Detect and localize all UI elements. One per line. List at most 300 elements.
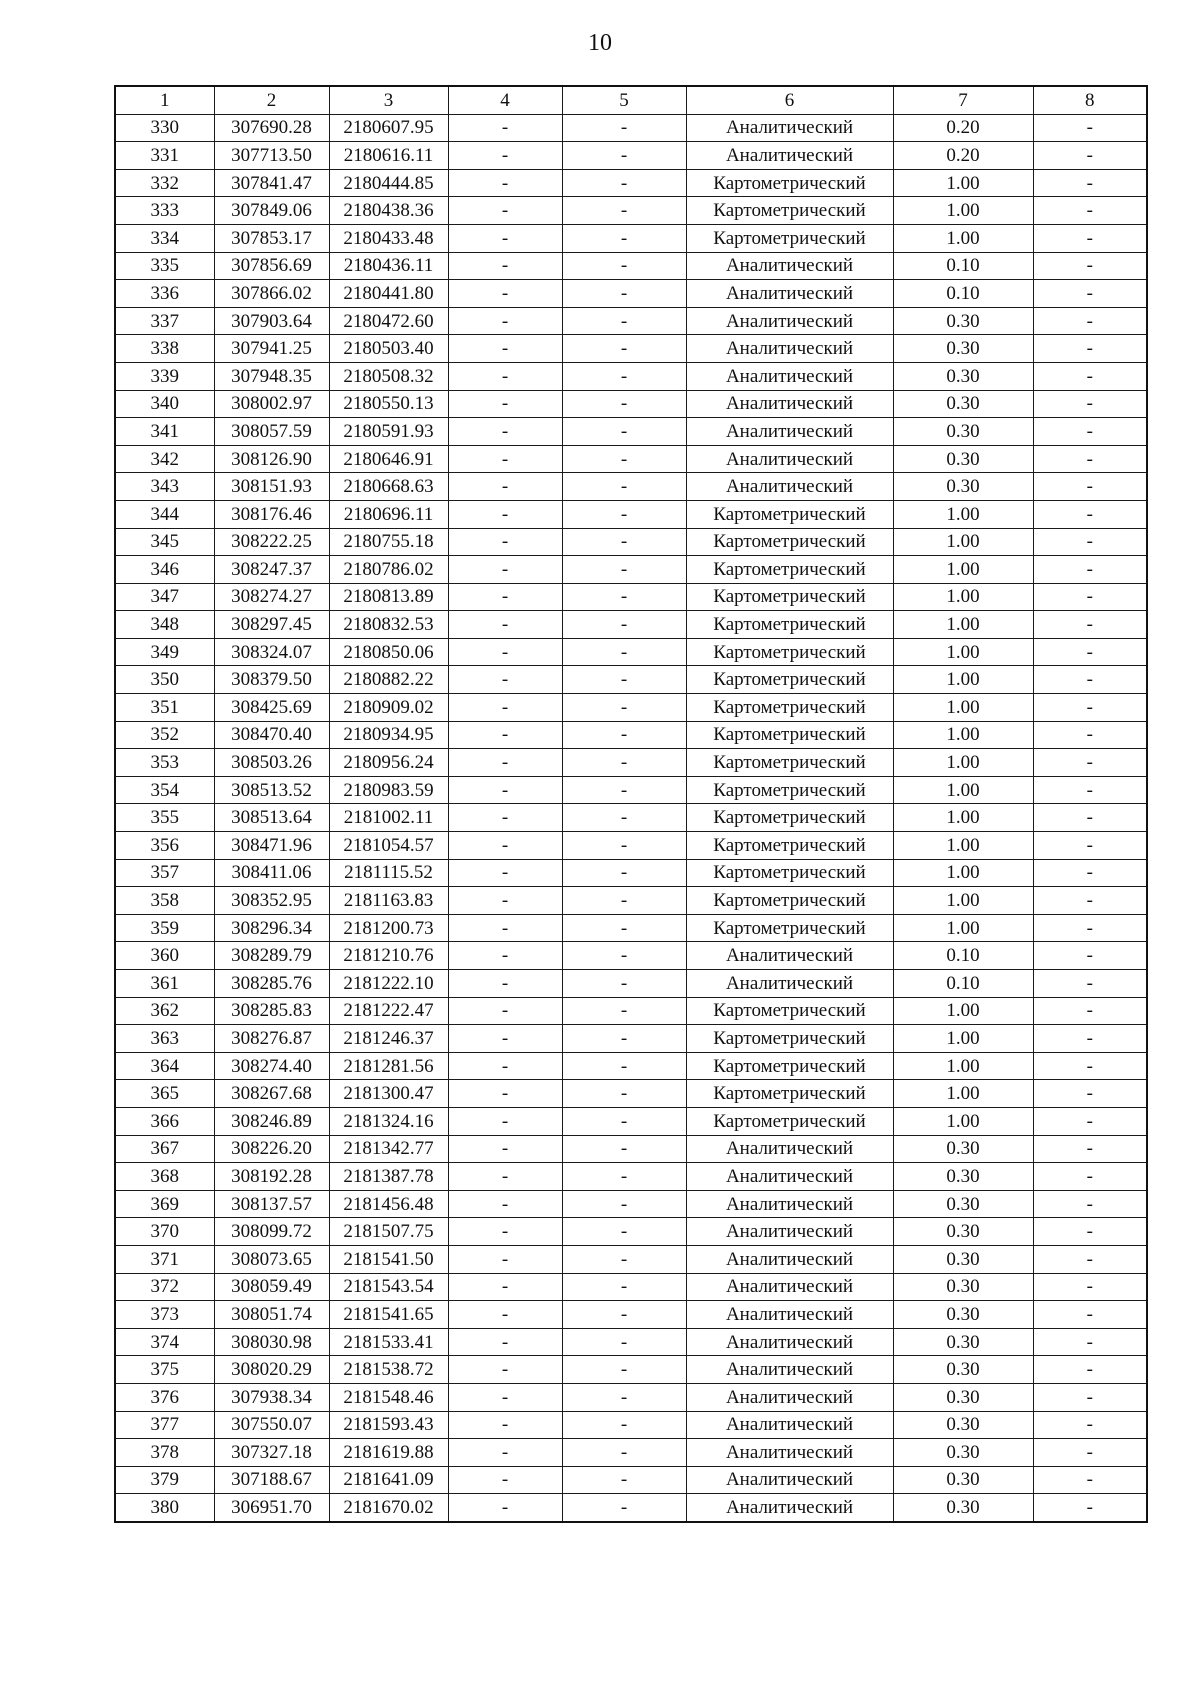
cell-point-number: 362	[115, 997, 214, 1025]
cell-point-number: 342	[115, 445, 214, 473]
cell-point-number: 373	[115, 1301, 214, 1329]
cell-method: Аналитический	[686, 1245, 893, 1273]
table-body	[115, 114, 1147, 1522]
cell-col-4: -	[448, 970, 562, 998]
cell-point-number: 363	[115, 1025, 214, 1053]
cell-accuracy: 1.00	[893, 832, 1033, 860]
cell-point-number: 352	[115, 721, 214, 749]
cell-coord-x: 308051.74	[214, 1301, 329, 1329]
table-row	[115, 583, 1147, 611]
table-row	[115, 528, 1147, 556]
cell-coord-x: 308276.87	[214, 1025, 329, 1053]
cell-accuracy: 1.00	[893, 859, 1033, 887]
table-row	[115, 1439, 1147, 1467]
cell-col-8: -	[1033, 528, 1147, 556]
cell-coord-x: 308057.59	[214, 418, 329, 446]
page-number: 10	[588, 30, 612, 56]
cell-col-5: -	[562, 832, 686, 860]
cell-col-5: -	[562, 473, 686, 501]
cell-accuracy: 1.00	[893, 997, 1033, 1025]
cell-point-number: 364	[115, 1052, 214, 1080]
cell-method: Аналитический	[686, 335, 893, 363]
cell-coord-y: 2181210.76	[329, 942, 448, 970]
cell-col-5: -	[562, 197, 686, 225]
header-col-5: 5	[562, 86, 686, 114]
table-row	[115, 721, 1147, 749]
cell-method: Картометрический	[686, 611, 893, 639]
cell-col-8: -	[1033, 914, 1147, 942]
cell-coord-x: 308297.45	[214, 611, 329, 639]
cell-col-8: -	[1033, 804, 1147, 832]
cell-point-number: 353	[115, 749, 214, 777]
cell-coord-y: 2181054.57	[329, 832, 448, 860]
cell-point-number: 374	[115, 1328, 214, 1356]
cell-accuracy: 1.00	[893, 583, 1033, 611]
cell-accuracy: 1.00	[893, 556, 1033, 584]
cell-col-4: -	[448, 832, 562, 860]
cell-col-4: -	[448, 362, 562, 390]
cell-method: Картометрический	[686, 914, 893, 942]
cell-accuracy: 0.20	[893, 114, 1033, 142]
cell-accuracy: 1.00	[893, 914, 1033, 942]
cell-accuracy: 1.00	[893, 169, 1033, 197]
cell-point-number: 340	[115, 390, 214, 418]
cell-accuracy: 0.30	[893, 1383, 1033, 1411]
cell-col-5: -	[562, 1328, 686, 1356]
cell-col-8: -	[1033, 280, 1147, 308]
cell-method: Картометрический	[686, 721, 893, 749]
table-row	[115, 224, 1147, 252]
cell-col-4: -	[448, 1356, 562, 1384]
table-row	[115, 1301, 1147, 1329]
cell-coord-y: 2181641.09	[329, 1466, 448, 1494]
cell-method: Аналитический	[686, 1328, 893, 1356]
cell-accuracy: 0.30	[893, 1273, 1033, 1301]
cell-col-8: -	[1033, 1052, 1147, 1080]
cell-col-8: -	[1033, 1328, 1147, 1356]
cell-coord-x: 307948.35	[214, 362, 329, 390]
cell-method: Аналитический	[686, 252, 893, 280]
cell-point-number: 379	[115, 1466, 214, 1494]
cell-coord-x: 308285.83	[214, 997, 329, 1025]
cell-coord-x: 307327.18	[214, 1439, 329, 1467]
cell-col-5: -	[562, 1107, 686, 1135]
cell-col-8: -	[1033, 390, 1147, 418]
cell-point-number: 343	[115, 473, 214, 501]
cell-method: Аналитический	[686, 1273, 893, 1301]
cell-method: Аналитический	[686, 1383, 893, 1411]
cell-col-5: -	[562, 942, 686, 970]
cell-coord-y: 2181619.88	[329, 1439, 448, 1467]
table-row	[115, 1411, 1147, 1439]
cell-accuracy: 1.00	[893, 666, 1033, 694]
cell-coord-x: 308226.20	[214, 1135, 329, 1163]
cell-col-5: -	[562, 666, 686, 694]
cell-coord-x: 308222.25	[214, 528, 329, 556]
header-col-4: 4	[448, 86, 562, 114]
cell-col-4: -	[448, 556, 562, 584]
cell-col-5: -	[562, 1245, 686, 1273]
cell-col-5: -	[562, 914, 686, 942]
cell-col-5: -	[562, 556, 686, 584]
cell-coord-x: 307188.67	[214, 1466, 329, 1494]
cell-accuracy: 0.30	[893, 473, 1033, 501]
cell-col-8: -	[1033, 1356, 1147, 1384]
cell-col-5: -	[562, 1383, 686, 1411]
cell-coord-y: 2181541.65	[329, 1301, 448, 1329]
table-row	[115, 335, 1147, 363]
cell-method: Картометрический	[686, 804, 893, 832]
cell-col-8: -	[1033, 1494, 1147, 1522]
cell-coord-x: 307550.07	[214, 1411, 329, 1439]
cell-col-8: -	[1033, 1107, 1147, 1135]
cell-col-8: -	[1033, 776, 1147, 804]
cell-coord-x: 308267.68	[214, 1080, 329, 1108]
cell-method: Картометрический	[686, 500, 893, 528]
cell-col-8: -	[1033, 169, 1147, 197]
cell-coord-x: 307713.50	[214, 142, 329, 170]
cell-point-number: 367	[115, 1135, 214, 1163]
table-row	[115, 1245, 1147, 1273]
cell-col-5: -	[562, 362, 686, 390]
cell-col-8: -	[1033, 1301, 1147, 1329]
cell-col-4: -	[448, 224, 562, 252]
cell-accuracy: 1.00	[893, 528, 1033, 556]
cell-col-5: -	[562, 749, 686, 777]
cell-method: Картометрический	[686, 694, 893, 722]
cell-coord-y: 2181543.54	[329, 1273, 448, 1301]
cell-accuracy: 0.10	[893, 280, 1033, 308]
cell-method: Аналитический	[686, 1466, 893, 1494]
table-row	[115, 970, 1147, 998]
cell-coord-x: 308352.95	[214, 887, 329, 915]
cell-col-5: -	[562, 418, 686, 446]
cell-point-number: 380	[115, 1494, 214, 1522]
cell-col-8: -	[1033, 1025, 1147, 1053]
cell-accuracy: 0.10	[893, 252, 1033, 280]
cell-col-5: -	[562, 1494, 686, 1522]
cell-col-8: -	[1033, 445, 1147, 473]
cell-coord-x: 308274.27	[214, 583, 329, 611]
table-row	[115, 390, 1147, 418]
cell-coord-y: 2180433.48	[329, 224, 448, 252]
cell-coord-y: 2181115.52	[329, 859, 448, 887]
cell-point-number: 339	[115, 362, 214, 390]
cell-col-4: -	[448, 390, 562, 418]
cell-col-8: -	[1033, 859, 1147, 887]
cell-coord-y: 2181342.77	[329, 1135, 448, 1163]
cell-accuracy: 1.00	[893, 197, 1033, 225]
table-row	[115, 1466, 1147, 1494]
cell-col-8: -	[1033, 638, 1147, 666]
cell-col-8: -	[1033, 666, 1147, 694]
cell-col-8: -	[1033, 1080, 1147, 1108]
cell-col-4: -	[448, 694, 562, 722]
cell-coord-x: 308425.69	[214, 694, 329, 722]
cell-col-5: -	[562, 390, 686, 418]
cell-col-8: -	[1033, 1273, 1147, 1301]
table-row	[115, 362, 1147, 390]
cell-coord-y: 2180616.11	[329, 142, 448, 170]
cell-coord-x: 307941.25	[214, 335, 329, 363]
table-row	[115, 114, 1147, 142]
cell-coord-y: 2180832.53	[329, 611, 448, 639]
cell-col-4: -	[448, 638, 562, 666]
cell-coord-y: 2180438.36	[329, 197, 448, 225]
cell-accuracy: 1.00	[893, 611, 1033, 639]
cell-coord-x: 307856.69	[214, 252, 329, 280]
table-row	[115, 1218, 1147, 1246]
cell-point-number: 330	[115, 114, 214, 142]
cell-col-4: -	[448, 997, 562, 1025]
table-row	[115, 556, 1147, 584]
table-row	[115, 694, 1147, 722]
cell-accuracy: 0.10	[893, 970, 1033, 998]
cell-accuracy: 0.30	[893, 1356, 1033, 1384]
cell-accuracy: 1.00	[893, 887, 1033, 915]
cell-col-8: -	[1033, 362, 1147, 390]
cell-method: Картометрический	[686, 638, 893, 666]
cell-col-5: -	[562, 1411, 686, 1439]
cell-point-number: 349	[115, 638, 214, 666]
cell-col-8: -	[1033, 749, 1147, 777]
cell-col-8: -	[1033, 887, 1147, 915]
cell-col-8: -	[1033, 832, 1147, 860]
cell-col-5: -	[562, 1025, 686, 1053]
cell-col-5: -	[562, 1218, 686, 1246]
header-col-7: 7	[893, 86, 1033, 114]
cell-method: Картометрический	[686, 197, 893, 225]
table-row	[115, 914, 1147, 942]
cell-point-number: 369	[115, 1190, 214, 1218]
table-header	[115, 86, 1147, 114]
cell-coord-y: 2180755.18	[329, 528, 448, 556]
cell-point-number: 351	[115, 694, 214, 722]
cell-col-8: -	[1033, 1466, 1147, 1494]
cell-coord-x: 308411.06	[214, 859, 329, 887]
table-row	[115, 1273, 1147, 1301]
cell-col-4: -	[448, 1052, 562, 1080]
cell-coord-y: 2181222.47	[329, 997, 448, 1025]
cell-method: Аналитический	[686, 473, 893, 501]
cell-accuracy: 1.00	[893, 224, 1033, 252]
cell-col-5: -	[562, 224, 686, 252]
cell-col-5: -	[562, 887, 686, 915]
header-col-1: 1	[115, 86, 214, 114]
cell-method: Аналитический	[686, 942, 893, 970]
cell-point-number: 359	[115, 914, 214, 942]
cell-point-number: 344	[115, 500, 214, 528]
cell-coord-x: 308324.07	[214, 638, 329, 666]
cell-point-number: 361	[115, 970, 214, 998]
cell-col-5: -	[562, 638, 686, 666]
cell-method: Аналитический	[686, 142, 893, 170]
cell-method: Аналитический	[686, 1218, 893, 1246]
cell-point-number: 368	[115, 1163, 214, 1191]
cell-method: Картометрический	[686, 749, 893, 777]
cell-coord-y: 2180956.24	[329, 749, 448, 777]
cell-col-4: -	[448, 942, 562, 970]
cell-col-5: -	[562, 1301, 686, 1329]
cell-accuracy: 0.30	[893, 390, 1033, 418]
cell-col-5: -	[562, 335, 686, 363]
cell-coord-x: 308126.90	[214, 445, 329, 473]
cell-coord-y: 2180472.60	[329, 307, 448, 335]
cell-accuracy: 1.00	[893, 500, 1033, 528]
cell-coord-y: 2181507.75	[329, 1218, 448, 1246]
cell-accuracy: 0.10	[893, 942, 1033, 970]
cell-col-4: -	[448, 169, 562, 197]
cell-method: Картометрический	[686, 776, 893, 804]
cell-col-8: -	[1033, 114, 1147, 142]
cell-method: Аналитический	[686, 1439, 893, 1467]
cell-method: Картометрический	[686, 556, 893, 584]
cell-point-number: 365	[115, 1080, 214, 1108]
cell-coord-x: 307903.64	[214, 307, 329, 335]
cell-col-4: -	[448, 1439, 562, 1467]
header-col-3: 3	[329, 86, 448, 114]
cell-point-number: 346	[115, 556, 214, 584]
cell-col-4: -	[448, 1245, 562, 1273]
cell-coord-x: 308289.79	[214, 942, 329, 970]
cell-col-4: -	[448, 776, 562, 804]
cell-col-4: -	[448, 500, 562, 528]
cell-coord-x: 308192.28	[214, 1163, 329, 1191]
cell-coord-x: 308030.98	[214, 1328, 329, 1356]
cell-coord-y: 2180591.93	[329, 418, 448, 446]
cell-col-4: -	[448, 197, 562, 225]
cell-point-number: 337	[115, 307, 214, 335]
cell-accuracy: 1.00	[893, 694, 1033, 722]
cell-col-5: -	[562, 1052, 686, 1080]
cell-method: Аналитический	[686, 280, 893, 308]
cell-coord-x: 308513.52	[214, 776, 329, 804]
cell-col-5: -	[562, 1080, 686, 1108]
cell-accuracy: 1.00	[893, 721, 1033, 749]
cell-coord-y: 2181222.10	[329, 970, 448, 998]
cell-coord-y: 2180444.85	[329, 169, 448, 197]
cell-col-4: -	[448, 528, 562, 556]
cell-col-5: -	[562, 997, 686, 1025]
table-row	[115, 142, 1147, 170]
cell-accuracy: 0.30	[893, 1218, 1033, 1246]
cell-col-4: -	[448, 721, 562, 749]
cell-coord-x: 306951.70	[214, 1494, 329, 1522]
table-row	[115, 887, 1147, 915]
cell-col-5: -	[562, 445, 686, 473]
cell-method: Аналитический	[686, 1163, 893, 1191]
cell-col-5: -	[562, 114, 686, 142]
cell-accuracy: 1.00	[893, 804, 1033, 832]
cell-coord-x: 308059.49	[214, 1273, 329, 1301]
table-row	[115, 1383, 1147, 1411]
cell-col-5: -	[562, 528, 686, 556]
cell-col-5: -	[562, 307, 686, 335]
table-row	[115, 1052, 1147, 1080]
table-row	[115, 500, 1147, 528]
cell-method: Картометрический	[686, 859, 893, 887]
cell-col-8: -	[1033, 473, 1147, 501]
cell-coord-x: 308099.72	[214, 1218, 329, 1246]
cell-coord-x: 308073.65	[214, 1245, 329, 1273]
cell-col-4: -	[448, 1494, 562, 1522]
table-row	[115, 776, 1147, 804]
cell-col-8: -	[1033, 1439, 1147, 1467]
cell-coord-x: 308285.76	[214, 970, 329, 998]
cell-point-number: 378	[115, 1439, 214, 1467]
cell-point-number: 357	[115, 859, 214, 887]
cell-col-8: -	[1033, 1245, 1147, 1273]
cell-point-number: 350	[115, 666, 214, 694]
cell-accuracy: 1.00	[893, 1107, 1033, 1135]
cell-method: Картометрический	[686, 887, 893, 915]
table-row	[115, 666, 1147, 694]
table-row	[115, 197, 1147, 225]
cell-method: Картометрический	[686, 224, 893, 252]
table-row	[115, 169, 1147, 197]
cell-col-4: -	[448, 1107, 562, 1135]
cell-col-8: -	[1033, 197, 1147, 225]
cell-coord-x: 307866.02	[214, 280, 329, 308]
cell-method: Аналитический	[686, 362, 893, 390]
cell-coord-x: 307849.06	[214, 197, 329, 225]
cell-method: Аналитический	[686, 970, 893, 998]
cell-col-4: -	[448, 1135, 562, 1163]
cell-coord-y: 2180696.11	[329, 500, 448, 528]
cell-col-4: -	[448, 583, 562, 611]
cell-point-number: 347	[115, 583, 214, 611]
cell-col-8: -	[1033, 942, 1147, 970]
cell-col-4: -	[448, 1328, 562, 1356]
cell-col-8: -	[1033, 224, 1147, 252]
header-col-2: 2	[214, 86, 329, 114]
cell-point-number: 332	[115, 169, 214, 197]
cell-point-number: 348	[115, 611, 214, 639]
cell-point-number: 354	[115, 776, 214, 804]
cell-col-8: -	[1033, 335, 1147, 363]
table-row	[115, 1135, 1147, 1163]
cell-col-4: -	[448, 1411, 562, 1439]
cell-col-5: -	[562, 142, 686, 170]
cell-method: Картометрический	[686, 528, 893, 556]
cell-point-number: 338	[115, 335, 214, 363]
cell-col-4: -	[448, 749, 562, 777]
header-col-8: 8	[1033, 86, 1147, 114]
cell-coord-x: 308247.37	[214, 556, 329, 584]
cell-accuracy: 0.30	[893, 1190, 1033, 1218]
cell-coord-x: 308151.93	[214, 473, 329, 501]
cell-col-4: -	[448, 1383, 562, 1411]
cell-point-number: 377	[115, 1411, 214, 1439]
cell-col-5: -	[562, 583, 686, 611]
cell-col-4: -	[448, 473, 562, 501]
cell-col-8: -	[1033, 997, 1147, 1025]
cell-coord-y: 2180934.95	[329, 721, 448, 749]
cell-coord-y: 2181246.37	[329, 1025, 448, 1053]
cell-coord-y: 2180646.91	[329, 445, 448, 473]
cell-point-number: 341	[115, 418, 214, 446]
cell-col-4: -	[448, 1301, 562, 1329]
cell-col-5: -	[562, 611, 686, 639]
cell-col-4: -	[448, 859, 562, 887]
cell-point-number: 345	[115, 528, 214, 556]
cell-col-4: -	[448, 445, 562, 473]
cell-point-number: 331	[115, 142, 214, 170]
table-row	[115, 1163, 1147, 1191]
cell-method: Картометрический	[686, 583, 893, 611]
cell-col-4: -	[448, 611, 562, 639]
cell-coord-y: 2181670.02	[329, 1494, 448, 1522]
